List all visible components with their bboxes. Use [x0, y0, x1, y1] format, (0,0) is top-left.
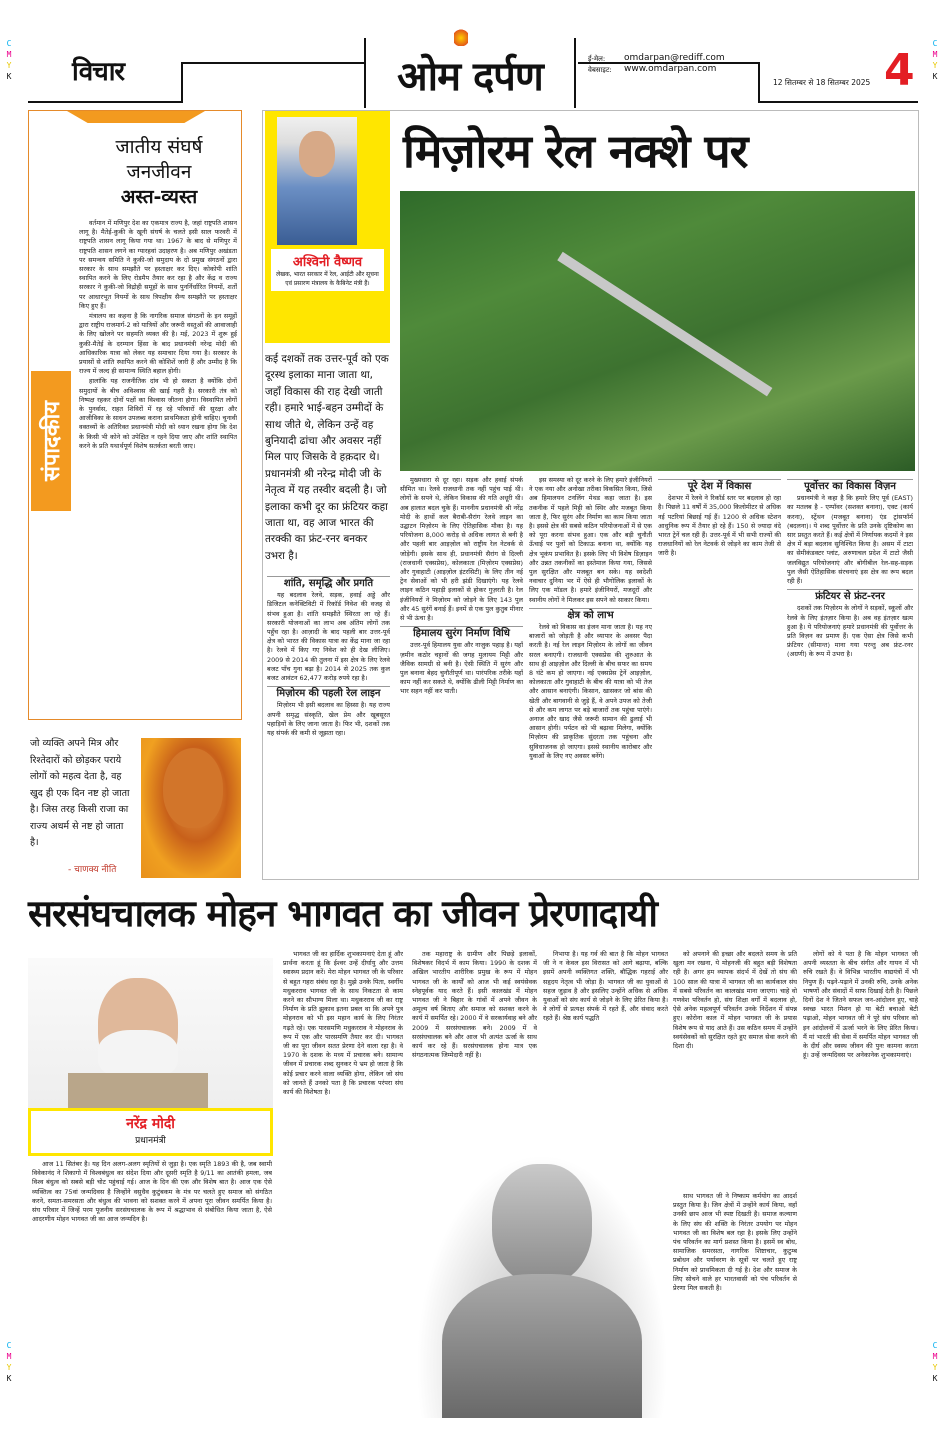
column-text: भागवत जी का हार्दिक शुभकामनाएं देता हूं और प्रार्थना करता हूं कि ईश्वर उन्हें दीर्घायु और उत्तम स्वास्थ्य प्रदान करें। मेरा मोहन भागवत जी के परिवार से बहुत गहरा संबंध रहा है। मुझे उनके पिता, स्वर्गीय मधुकरराव भागवत जी के साथ निकटता से काम करने का सौभाग्य मिला था। मधुकरराव जी का राष्ट्र निर्माण के प्रति झुकाव इतना प्रबल था कि अपने पुत्र मोहनराव को भी इस महान कार्य के लिए निरंतर गढ़ते रहे। एक पारसमणि मधुकरराव ने मोहनराव के रूप में एक और पारसमणि तैयार कर दी। भागवत जी का पूरा जीवन सतत प्रेरणा देने वाला रहा है। वे 1970 के दशक के मध्य में प्रचारक बने। सामान्य जीवन में प्रचारक शब्द सुनकर ये भ्रम हो जाता है कि कोई प्रचार करने वाला व्यक्ति होगा, लेकिन जो संघ को जानते हैं उनको पता है कि प्रचारक परंपरा संघ कार्य की विशेषता है। [283, 950, 403, 1097]
quote-box [28, 730, 258, 880]
column-text: निभाया है। यह गर्व की बात है कि मोहन भागवत जी ने न केवल इस विरासत को आगे बढ़ाया, बल्कि इसमें अपनी व्यक्तिगत शक्ति, बौद्धिक गहराई और सहृदय नेतृत्व भी जोड़ा है। भागवत जी का युवाओं से सहज जुड़ाव है और इसलिए उन्होंने अधिक से अधिक युवाओं को संघ कार्य से जोड़ने के लिए प्रेरित किया है। वे लोगों से प्रत्यक्ष संपर्क में रहते हैं, और संवाद करते रहते हैं। श्रेष्ठ कार्य पद्धति [543, 950, 668, 1023]
article2-column [283, 950, 403, 1416]
article2-column [673, 950, 797, 1190]
editorial-title-line: जातीय संघर्ष [115, 136, 203, 158]
editorial-title-line: जनजीवन [126, 161, 192, 183]
reg-y: Y [932, 61, 938, 70]
article2-column [32, 1160, 272, 1416]
bhagwat-portrait [416, 1154, 668, 1418]
article1-column [400, 476, 523, 878]
author-photo [277, 117, 357, 245]
section-heading: शांति, समृद्धि और प्रगति [267, 576, 390, 588]
section-text: इस समस्या को दूर करने के लिए हमारे इंजीनियरों ने एक नया और अनोखा तरीका विकसित किया, जिसे अब हिमालयन टनलिंग मेथड कहा जाता है। इस तकनीक में पहले मिट्टी को स्थिर और मजबूत किया जाता है, फिर सुरंग और निर्माण का काम किया जाता है। इससे क्षेत्र की सबसे कठिन परियोजनाओं में से एक को पूरा करना संभव हुआ। एक और बड़ी चुनौती ऊँचाई पर पुलों को टिकाऊ बनाना था, क्योंकि यह क्षेत्र भूकंप प्रभावित है। इसके लिए भी विशेष डिज़ाइन और उन्नत तकनीकों का इस्तेमाल किया गया, जिससे पुल सुरक्षित और मजबूत बन सके। यह स्वदेशी नवाचार दुनिया भर में ऐसे ही भौगोलिक इलाकों के लिए एक मॉडल है। हमारे इंजीनियरों, मजदूरों और स्थानीय लोगों ने मिलकर इस सपने को साकार किया। [529, 476, 652, 604]
section-heading: पूरे देश में विकास [658, 479, 781, 491]
article2-column [673, 1192, 797, 1416]
reg-m: M [932, 1352, 938, 1361]
quote-attribution: - चाणक्य नीति [68, 865, 117, 875]
masthead-title: ओम दर्पण [397, 54, 543, 100]
section-heading: फ्रंटियर से फ्रंट-रनर [787, 589, 913, 601]
section-text: उत्तर-पूर्व हिमालय युवा और नाजुक पहाड़ है। यहाँ ज़मीन कठोर चट्टानों की जगह मुलायम मिट्टी और जैविक सामग्री से बनी है। ऐसी स्थिति में सुरंग और पुल बनाना बेहद चुनौतीपूर्ण था। पारंपरिक तरीके यहाँ काम नहीं कर सकते थे, क्योंकि ढीली मिट्टी निर्माण का भार सहन नहीं कर पाती। [400, 641, 523, 696]
article-bhagwat [28, 888, 918, 1418]
modi-photo [28, 958, 273, 1108]
author-box [265, 111, 390, 343]
registration-marks-bottom-right [930, 1340, 940, 1384]
article1-column [658, 476, 781, 878]
reg-k: K [6, 72, 12, 81]
article1-headline: मिज़ोरम रेल नक्शे पर [403, 124, 748, 178]
flame-logo-icon [454, 26, 468, 46]
editorial-paragraph: मंत्रालय का कहना है कि नागरिक समाज संगठनों के इन समूहों द्वारा राष्ट्रीय राजमार्ग-2 को यात्रियों और जरूरी वस्तुओं की आवाजाही के लिए खोलने पर सहमति व्यक्त की है। मई, 2023 में शुरू हुई कुकी-मैतेई के दरम्यान हिंसा के बाद प्रधानमंत्री नरेन्द्र मोदी की आधिकारिक यात्रा को लेकर यह समाचार दिया गया है। सरकार के प्रयासों से शांति स्थापित करने की कोशिशें जारी हैं और उम्मीद है कि राज्य में जल्द ही सामान्य स्थिति बहाल होगी। [79, 312, 237, 376]
editorial-title [79, 135, 239, 210]
editorial-box [28, 110, 242, 720]
author-designation: प्रधानमंत्री [135, 1136, 166, 1146]
article2-column [412, 950, 537, 1150]
reg-y: Y [6, 61, 12, 70]
issue-date: 12 सितम्बर से 18 सितम्बर 2025 [773, 78, 871, 87]
section-heading: मिज़ोरम की पहली रेल लाइन [267, 686, 390, 698]
registration-marks-bottom-left [4, 1340, 14, 1384]
editorial-paragraph: हालांकि यह राजनीतिक दांव भी हो सकता है क्योंकि दोनों समुदायों के बीच अविश्वास की खाई गहरी है। सरकारी तंत्र को निष्पक्ष रहकर दोनों पक्षों का विश्वास जीतना होगा। विस्थापित लोगों के पुनर्वास, राहत शिविरों में रह रहे परिवारों की सुरक्षा और आजीविका के साधन उपलब्ध कराना प्राथमिकता होनी चाहिए। चुनावी वक्तव्यों के अतिरिक्त प्रधानमंत्री मोदी को ध्यान रखना होगा कि देश के किसी भी कोने को उपेक्षित न रहने दिया जाए और शांति स्थापित करने के प्रति यथार्थपूर्ण विशेष सतर्कता बरती जाए। [79, 377, 237, 450]
reg-c: C [932, 39, 938, 48]
section-heading: क्षेत्र को लाभ [529, 608, 652, 620]
website-link[interactable]: www.omdarpan.com [624, 64, 717, 74]
section-text: रेलवे को विकास का इंजन माना जाता है। यह नए बाजारों को जोड़ती है और व्यापार के अवसर पैदा करती है। नई रेल लाइन मिज़ोरम के लोगों का जीवन सरल बनाएगी। राजधानी एक्सप्रेस की शुरुआत के साथ ही आइज़ोल और दिल्ली के बीच सफर का समय 8 घंटे कम हो जाएगा। नई एक्सप्रेस ट्रेनें आइज़ोल, कोलकाता और गुवाहाटी के बीच की यात्रा को भी तेज और आसान बनाएंगी। किसान, खासकर जो बांस की खेती और बागवानी से जुड़े हैं, वे अपने उपज को तेजी से और कम लागत पर बड़े बाजारों तक पहुंचा पाएंगे। अनाज और खाद जैसे जरूरी सामान की ढुलाई भी आसान होगी। पर्यटन को भी बढ़ावा मिलेगा, क्योंकि मिज़ोरम की प्राकृतिक सुंदरता तक पहुंचना और सुविधाजनक हो जाएगा। इससे स्थानीय कारोबार और युवाओं के लिए नए अवसर बनेंगे। [529, 623, 652, 760]
reg-m: M [932, 50, 938, 59]
article2-headline: सरसंघचालक मोहन भागवत का जीवन प्रेरणादायी [28, 892, 657, 935]
page-number: 4 [884, 45, 915, 96]
registration-marks-left [4, 38, 14, 82]
reg-k: K [932, 1374, 938, 1383]
article1-summary: कई दशकों तक उत्तर-पूर्व को एक दूरस्थ इलाका माना जाता था, जहाँ विकास की राह देखी जाती रही। हमारे भाई-बहन उम्मीदों के साथ जीते थे, लेकिन उन्हें वह बुनियादी ढांचा और अवसर नहीं मिल पाए जिसके वे हक़दार थे। प्रधानमंत्री श्री नरेन्द्र मोदी जी के नेतृत्व में यह तस्वीर बदली है। जो इलाका कभी दूर का फ्रंटियर कहा जाता था, वह आज भारत की तरक्की का फ्रंट-रनर बनकर उभरा है। [265, 353, 389, 562]
editorial-body [79, 219, 237, 709]
article1-column [529, 476, 652, 878]
chanakya-portrait [141, 738, 241, 878]
editorial-label-band [31, 371, 71, 511]
author-name: नरेंद्र मोदी [126, 1116, 175, 1132]
reg-y: Y [6, 1363, 12, 1372]
modi-name-box [28, 1108, 273, 1156]
bridge-aerial-photo [400, 191, 915, 471]
reg-m: M [6, 1352, 12, 1361]
article2-column [803, 950, 918, 1416]
quote-text: जो व्यक्ति अपने मित्र और रिश्तेदारों को छोड़कर पराये लोगों को महत्व देता है, वह खुद ही एक दिन नष्ट हो जाता है। जिस तरह किसी राजा का राज्य अधर्म से नष्ट हो जाता है। [30, 738, 130, 848]
section-label: विचार [72, 57, 125, 87]
section-text: प्रधानमंत्री ने कहा है कि हमारे लिए पूर्व (EAST) का मतलब है - एम्पॉवर (सशक्त बनाना), एक्ट (कार्य करना), स्ट्रेंथन (मजबूत बनाना) एंड ट्रांसफॉर्म (बदलना)। ये शब्द पूर्वोत्तर के प्रति उनके दृष्टिकोण का सार प्रस्तुत करते हैं। कई क्षेत्रों में निर्णायक कदमों ने इस क्षेत्र में बड़ा बदलाव सुनिश्चित किया है। असम में टाटा का सेमीकंडक्टर प्लांट, अरुणाचल प्रदेश में टाटो जैसी जलविद्युत परियोजनाएं और बोगीबील रेल-सह-सड़क पुल जैसी ऐतिहासिक संरचनाएं इस क्षेत्र का रूप बदल रही हैं। [787, 494, 913, 586]
article2-column [543, 950, 668, 1150]
column-text: लोगों को ये पता है कि मोहन भागवत जी अपनी व्यस्तता के बीच संगीत और गायन में भी रुचि रखते हैं। वे विभिन्न भारतीय वाद्ययंत्रों में भी निपुण हैं। पढ़ने-पढ़ाने में उनकी रुचि, उनके अनेक भाषणों और संवादों में साफ दिखाई देती है। पिछले दिनों देश ने जितने सफल जन-आंदोलन हुए, चाहे स्वच्छ भारत मिशन हो या बेटी बचाओ बेटी पढ़ाओ, मोहन भागवत जी ने पूरे संघ परिवार को इन आंदोलनों में ऊर्जा भरने के लिए प्रेरित किया। मैं मां भारती की सेवा में समर्पित मोहन भागवत जी के दीर्घ और स्वस्थ जीवन की पुनः कामना करता हूं। उन्हें जन्मदिवस पर अनेकानेक शुभकामनाएं। [803, 950, 918, 1060]
reg-c: C [932, 1341, 938, 1350]
column-text: को अपनाने की इच्छा और बदलते समय के प्रति खुला मन रखना, ये मोहनजी की बहुत बड़ी विशेषता रही है। अगर हम व्यापक संदर्भ में देखें तो संघ की 100 साल की यात्रा में भागवत जी का कार्यकाल संघ में सबसे परिवर्तन का कालखंड माना जाएगा। चाहे वो गणवेश परिवर्तन हो, संघ शिक्षा वर्गों में बदलाव हो, ऐसे अनेक महत्वपूर्ण परिवर्तन उनके निर्देशन में संपन्न हुए। कोरोना काल में मोहन भागवत जी के प्रयास विशेष रूप से याद आते हैं। उस कठिन समय में उन्होंने स्वयंसेवकों को सुरक्षित रहते हुए समाज सेवा करने की दिशा दी। [673, 950, 797, 1051]
reg-k: K [6, 1374, 12, 1383]
editorial-vertical-label: संपादकीय [40, 400, 66, 482]
section-heading: पूर्वोत्तर का विकास विज़न [787, 479, 913, 491]
article1-column [787, 476, 913, 878]
reg-c: C [6, 39, 12, 48]
section-text: यह बदलाव रेलवे, सड़क, हवाई अड्डे और डिजिटल कनेक्टिविटी में रिकॉर्ड निवेश की वजह से संभव हुआ है। शांति समझौते स्थिरता ला रहे हैं। सरकारी योजनाओं का लाभ अब अंतिम लोगों तक पहुँच रहा है। आज़ादी के बाद पहली बार उत्तर-पूर्व क्षेत्र को भारत की विकास यात्रा का केंद्र माना जा रहा है। रेलवे में किए गए निवेश को ही देख लीजिए। 2009 से 2014 की तुलना में इस क्षेत्र के लिए रेलवे बजट पाँच गुना बढ़ा है। 2014 से 2025 तक कुल बजट आवंटन 62,477 करोड़ रुपये रहा है। [267, 591, 390, 683]
section-text: मिज़ोरम भी इसी बदलाव का हिस्सा है। यह राज्य अपनी समृद्ध संस्कृति, खेल प्रेम और खूबसूरत पहाड़ियों के लिए जाना जाता है। फिर भी, दशकों तक यह संपर्क की कमी से जूझता रहा। [267, 701, 390, 738]
registration-marks-right [930, 38, 940, 82]
reg-y: Y [932, 1363, 938, 1372]
editorial-top-tab [67, 111, 205, 123]
section-text: मुख्यधारा से दूर रहा। सड़क और हवाई संपर्क सीमित था। रेलवे राजधानी तक नहीं पहुंच पाई थी। लोगों के सपने थे, लेकिन विकास की गति अधूरी थी। अब हालात बदल चुके हैं। माननीय प्रधानमंत्री श्री नरेंद्र मोदी के हाथों कल बैराबी-सैरांग रेलवे लाइन का उद्घाटन मिज़ोरम के लिए ऐतिहासिक मौका है। यह परियोजना 8,000 करोड़ से अधिक लागत से बनी है और पहली बार आइज़ोल को राष्ट्रीय रेल नेटवर्क से जोड़ेगी। इसके साथ ही, प्रधानमंत्री सैरांग से दिल्ली (राजधानी एक्सप्रेस), कोलकाता (मिज़ोरम एक्सप्रेस) और गुवाहाटी (आइज़ोल इंटरसिटी) के लिए तीन नई ट्रेन सेवाओं को भी हरी झंडी दिखाएंगे। यह रेलवे लाइन कठिन पहाड़ी इलाकों से होकर गुज़रती है। रेल इंजीनियरों ने मिज़ोरम को जोड़ने के लिए 143 पुल और 45 सुरंगें बनाई हैं। इनमें से एक पुल कुतुब मीनार से भी ऊंचा है। [400, 476, 523, 623]
column-text: आज 11 सितंबर है। यह दिन अलग-अलग स्मृतियों से जुड़ा है। एक स्मृति 1893 की है, जब स्वामी विवेकानंद ने शिकागो में विश्वबंधुत्व का संदेश दिया और दूसरी स्मृति है 9/11 का आतंकी हमला, जब विश्व बंधुत्व को सबसे बड़ी चोट पहुंचाई गई। आज के दिन की एक और विशेष बात है। आज एक ऐसे व्यक्तित्व का 75वां जन्मदिवस है जिन्होंने वसुधैव कुटुंबकम के मंत्र पर चलते हुए समाज को संगठित करने, समता-समरसता और बंधुत्व की भावना को सशक्त करने में अपना पूरा जीवन समर्पित किया है। संघ परिवार में जिन्हें परम पूजनीय सरसंघचालक के रूप में श्रद्धाभाव से संबोधित किया जाता है, ऐसे आदरणीय मोहन भागवत जी का आज जन्मदिन है। [32, 1160, 272, 1224]
email-label: ई-मेल: [588, 55, 606, 63]
author-name: अश्विनी वैष्णव [292, 255, 363, 270]
article-mizoram-rail [263, 110, 919, 880]
section-text: दशकों तक मिज़ोरम के लोगों ने सड़कों, स्कूलों और रेलवे के लिए इंतज़ार किया है। अब वह इंतज़ार खत्म हुआ है। ये परियोजनाएं हमारे प्रधानमंत्री की पूर्वोत्तर के प्रति विज़न का प्रमाण हैं। एक ऐसा क्षेत्र जिसे कभी फ्रंटियर (सीमान्त) माना गया परन्तु अब फ्रंट-रनर (अग्रणी) के रूप में उभरा है। [787, 604, 913, 659]
reg-k: K [932, 72, 938, 81]
article1-column [267, 573, 390, 878]
reg-c: C [6, 1341, 12, 1350]
reg-m: M [6, 50, 12, 59]
editorial-paragraph: वर्तमान में मणिपुर देश का एकमात्र राज्य है, जहां राष्ट्रपति शासन लागू है। मैतेई-कुकी के खूनी संघर्ष के चलते इसी साल फरवरी में राष्ट्रपति शासन लागू किया गया था। 1967 के बाद से मणिपुर में राष्ट्रपति शासन लगने का ग्यारहवां उदाहरण है। अब मणिपुर अखंडता पर समन्वय समिति ने कुकी-जो समुदाय के दो प्रमुख संगठनों द्वारा सरकार के साथ समझौते पर हस्ताक्षर कर दिए। कोकोपी शांति स्थापित करने के लिए रोडमैप तैयार कर रहा है और केंद्र व राज्य सरकार ने कुकी-जो विद्रोही समूहों के साथ पुनर्निर्धारित नियमों, शर्तों पर आधारभूत नियमों के साथ त्रिपक्षीय सैन्य समझौते पर हस्ताक्षर किए हुए हैं। [79, 219, 237, 310]
website-label: वेबसाइट: [588, 66, 612, 74]
column-text: तक महाराष्ट्र के ग्रामीण और पिछड़े इलाकों, विशेषकर विदर्भ में काम किया। 1990 के दशक में अखिल भारतीय शारीरिक प्रमुख के रूप में मोहन भागवत जी के कार्यों को आज भी कई स्वयंसेवक स्नेहपूर्वक याद करते हैं। इसी कालखंड में मोहन भागवत जी ने बिहार के गांवों में अपने जीवन के अमूल्य वर्ष बिताए और समाज को सशक्त करने के कार्य में समर्पित रहे। 2000 में वे सरकार्यवाह बने और 2009 में सरसंघचालक बने। 2009 में वे सरसंघचालक बने और आज भी अत्यंत ऊर्जा के साथ कार्य कर रहे हैं। सरसंघचालक होना मात्र एक संगठनात्मक जिम्मेदारी नहीं है। [412, 950, 537, 1060]
section-text: देशभर में रेलवे ने रिकॉर्ड स्तर पर बदलाव हो रहा है। पिछले 11 वर्षों में 35,000 किलोमीटर से अधिक नई पटरियां बिछाई गई हैं। 1200 से अधिक स्टेशन आधुनिक रूप में तैयार हो रहे हैं। 150 से ज्यादा वंदे भारत ट्रेनें चल रही हैं। उत्तर-पूर्व में भी सभी राज्यों की राजधानियों को रेल नेटवर्क से जोड़ने का काम तेजी से जारी है। [658, 494, 781, 558]
author-description: लेखक, भारत सरकार में रेल, आईटी और सूचना एवं प्रसारण मंत्रालय के कैबिनेट मंत्री हैं। [276, 271, 379, 287]
editorial-title-line: अस्त-व्यस्त [120, 186, 198, 208]
column-text: साथ भागवत जी ने निष्काम कर्मयोग का आदर्श प्रस्तुत किया है। जिन क्षेत्रों में उन्होंने कार्य किया, वहाँ उनकी छाप आज भी स्पष्ट दिखती है। समाज कल्याण के लिए संघ की शक्ति के निरंतर उपयोग पर मोहन भागवत जी का विशेष बल रहा है। इसके लिए उन्होंने पंच परिवर्तन का मार्ग प्रशस्त किया है। इसमें स्व बोध, सामाजिक समरसता, नागरिक शिष्टाचार, कुटुम्ब प्रबोधन और पर्यावरण के सूत्रों पर चलते हुए राष्ट्र निर्माण को प्राथमिकता दी गई है। देश और समाज के लिए सोचने वाले हर भारतवासी को पंच परिवर्तन से प्रेरणा मिल सकती है। [673, 1192, 797, 1293]
section-heading: हिमालय सुरंग निर्माण विधि [400, 626, 523, 638]
email-link[interactable]: omdarpan@rediff.com [624, 53, 725, 63]
